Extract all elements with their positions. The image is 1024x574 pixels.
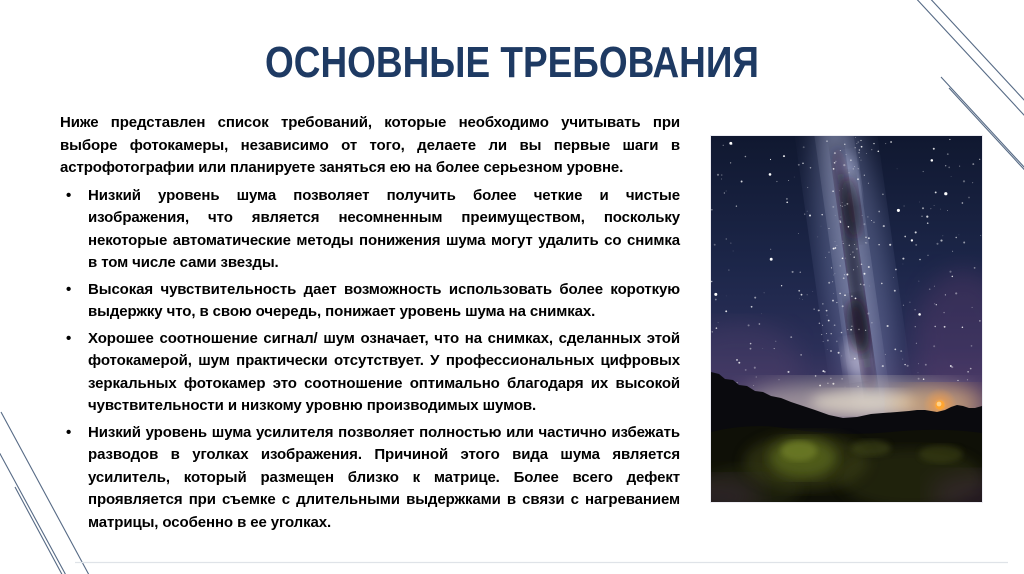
diagonal-line [926, 0, 1024, 128]
list-item [60, 328, 680, 418]
night-sky-scene [711, 136, 982, 502]
intro-paragraph: Ниже представлен список требований, которые необходимо учитывать при выборе фотокамеры, независимо от того, делаете ли вы первые шаги в астрофотографии или планируете заняться ею на более серьезном уровне. [60, 114, 680, 176]
list-item-text: Высокая чувствительность дает возможность использовать более короткую выдержку что, в свою очередь, понижает уровень шума на снимках. [88, 280, 680, 320]
list-item [60, 422, 680, 535]
requirements-list [60, 185, 680, 535]
milky-way-photo [711, 136, 982, 502]
page-title: ОСНОВНЫЕ ТРЕБОВАНИЯ [265, 38, 759, 87]
list-item [60, 279, 680, 324]
list-item [60, 185, 680, 275]
list-item-text: Низкий уровень шума усилителя позволяет полностью или частично избежать разводов в уголках изображения. Причиной этого вида шума является усилитель, который размещен близко к матрице. Более всего дефект проявляется при съемке с длительными выдержками в связи с нагреванием матрицы, особенно в ее уголках. [88, 423, 680, 531]
list-item-text: Хорошее соотношение сигнал/ шум означает, что на снимках, сделанных этой фотокамерой, шум практически отсутствует. У профессиональных цифровых зеркальных фотокамер это соотношение оптимально благодаря их высокой чувствительности и низкому уровню производимых шумов. [88, 329, 680, 414]
diagonal-line [15, 487, 65, 574]
body-text-column [60, 112, 680, 534]
list-item-text: Низкий уровень шума позволяет получить более четкие и чистые изображения, что является несомненным преимуществом, поскольку некоторые автоматические методы понижения шума могут удалить со снимка в том числе сами звезды. [88, 186, 680, 271]
